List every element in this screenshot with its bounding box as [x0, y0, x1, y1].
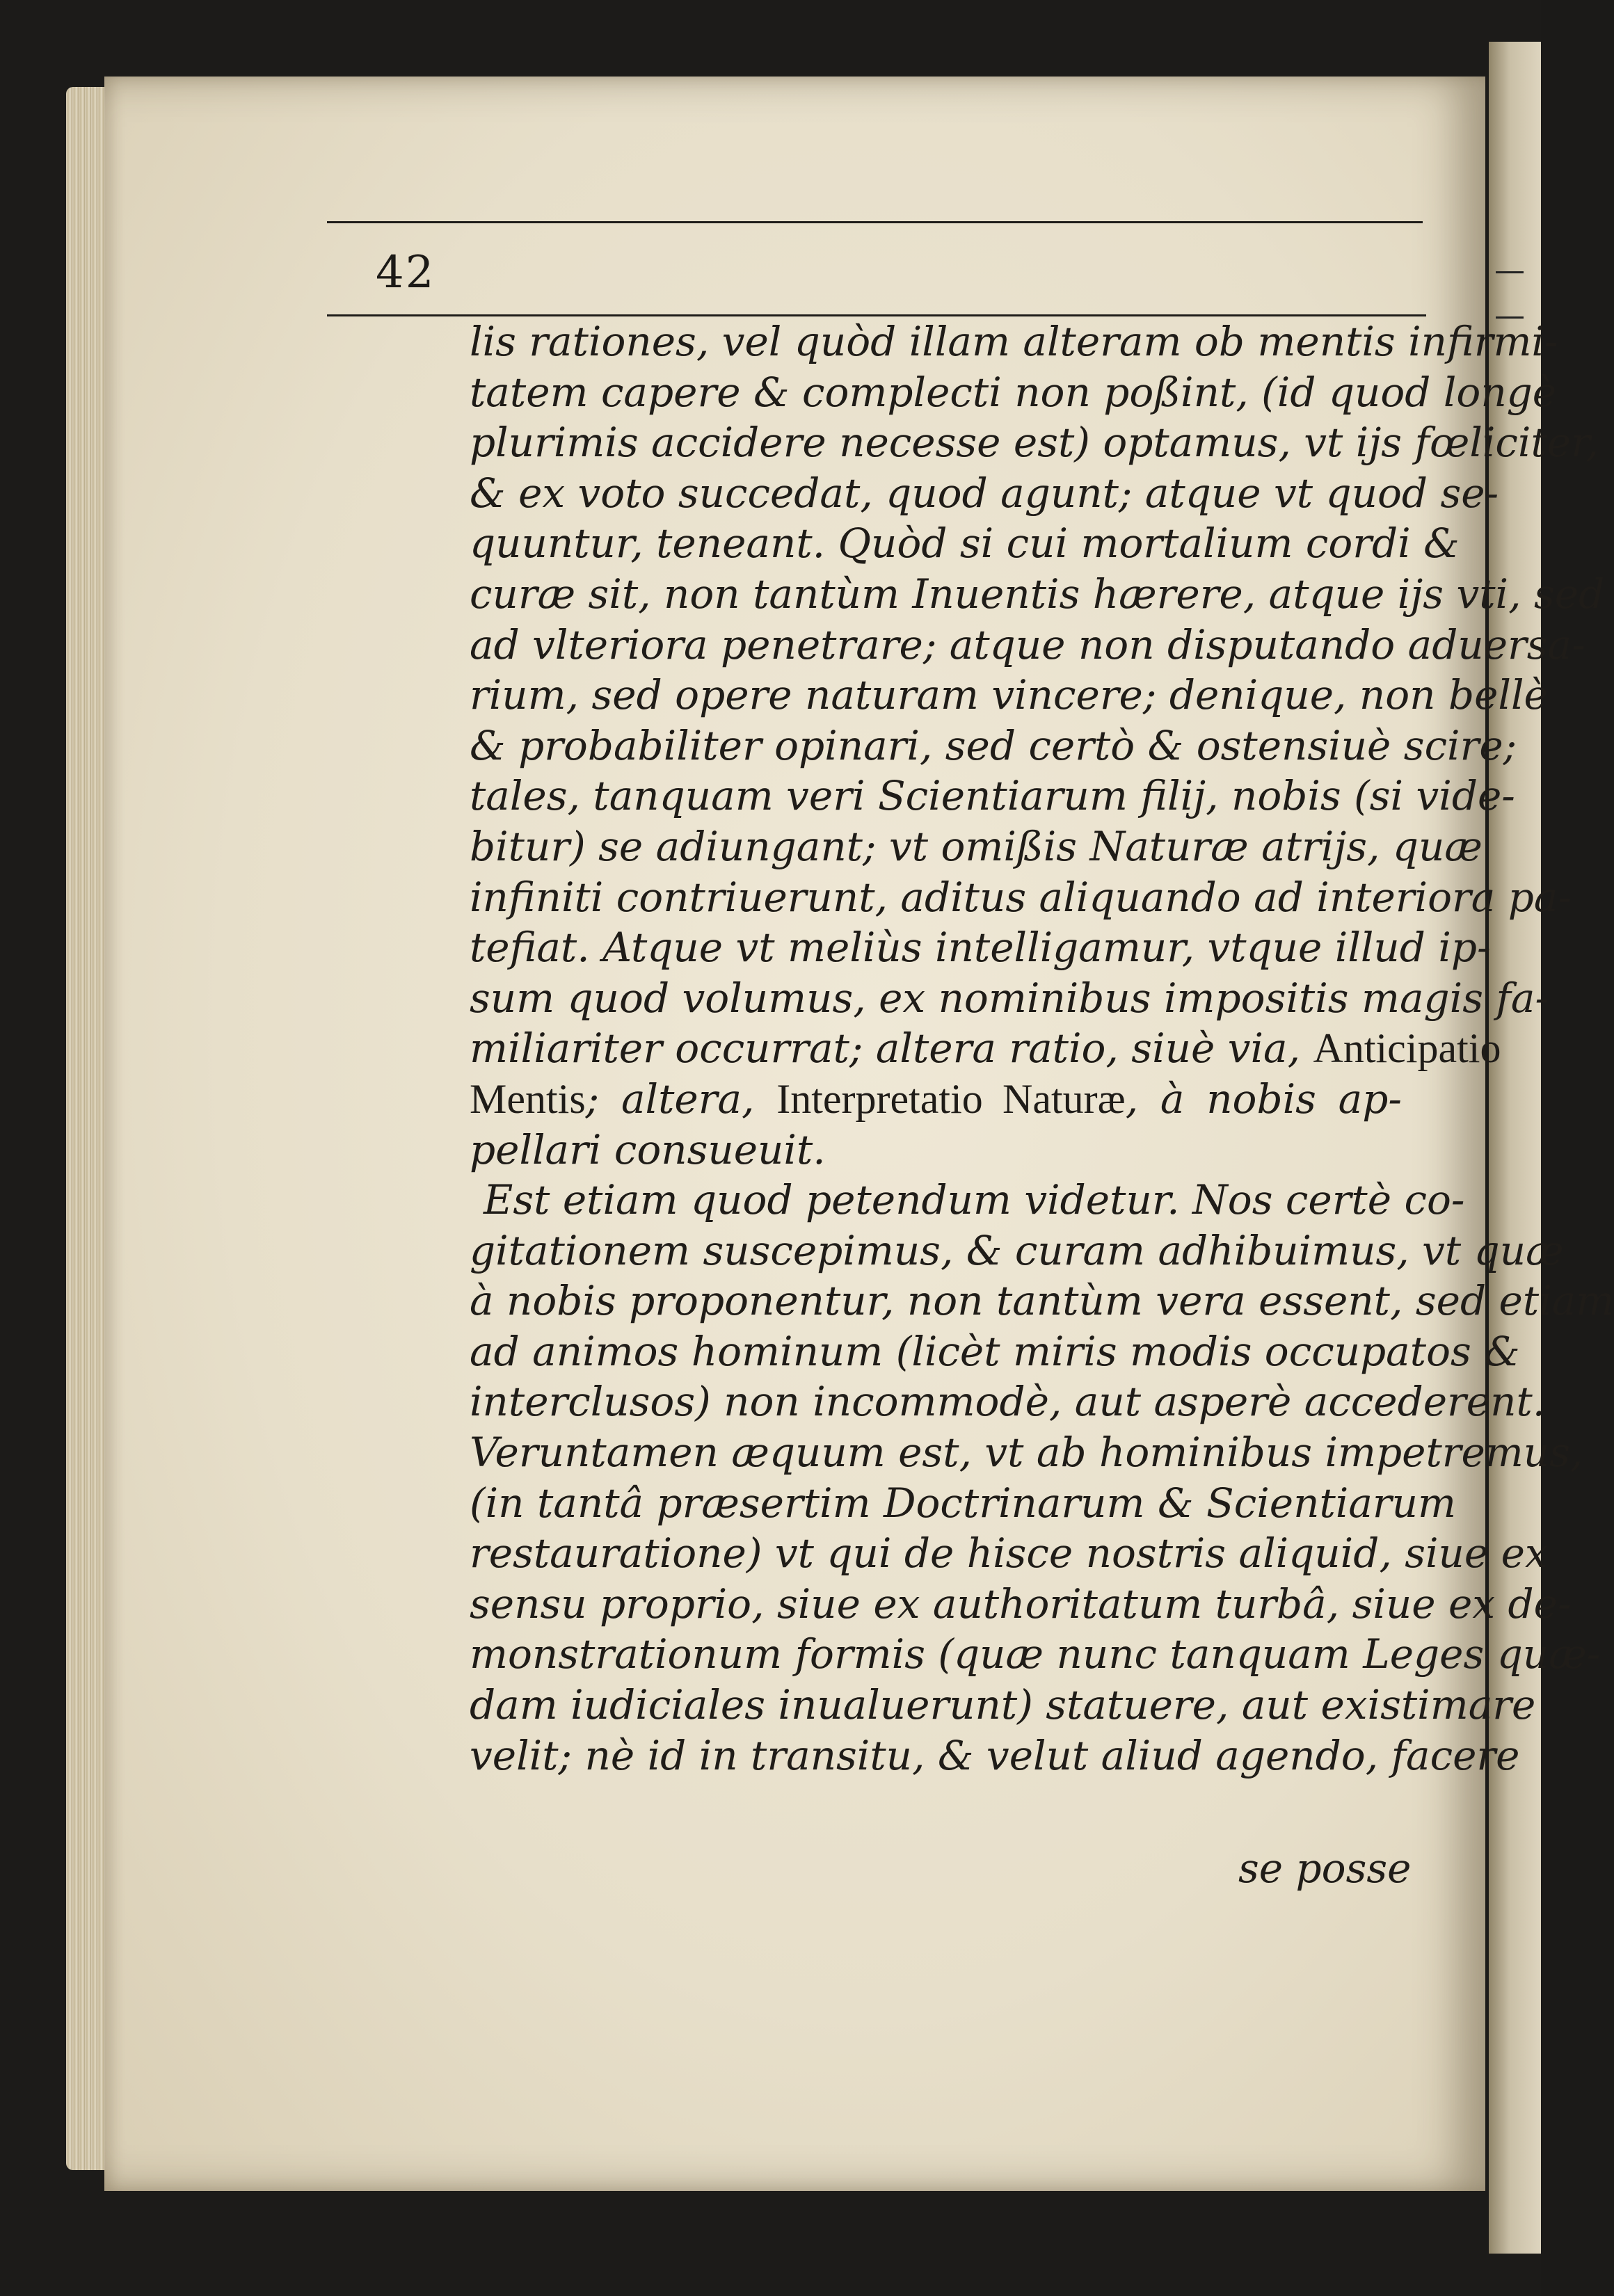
text-line — [470, 1376, 1546, 1427]
text-line — [470, 1579, 1572, 1630]
text-span: ; altera, — [585, 1075, 777, 1123]
text-span: ad animos hominum (licèt miris modis occupatos & — [470, 1327, 1520, 1375]
text-span: Interpretatio Naturæ — [776, 1075, 1126, 1122]
header-rule-top — [327, 221, 1423, 223]
text-span: Veruntamen æquum est, vt ab hominibus impetremus, — [470, 1429, 1583, 1477]
text-line — [470, 1731, 1520, 1781]
text-line — [470, 1276, 1614, 1326]
text-span: tefiat. Atque vt meliùs intelligamur, vtque illud ip- — [470, 924, 1491, 972]
text-line — [470, 771, 1515, 821]
text-line — [470, 316, 1558, 367]
text-span: pellari consueuit. — [470, 1125, 826, 1173]
text-line — [470, 1528, 1548, 1579]
text-line — [470, 1478, 1456, 1529]
text-line — [470, 821, 1483, 872]
text-line — [470, 1175, 1465, 1226]
text-span: curæ sit, non tantùm Inuentis hærere, atque ijs vti, sed — [470, 570, 1605, 618]
text-line — [470, 1226, 1564, 1276]
text-span: (in tantâ præsertim Doctrinarum & Scientiarum — [470, 1479, 1456, 1527]
text-span: à nobis proponentur, non tantùm vera essent, sed etiam — [470, 1277, 1614, 1325]
text-line — [470, 1023, 1501, 1074]
text-line — [470, 1125, 1402, 1175]
text-line — [470, 721, 1517, 771]
text-span: tales, tanquam veri Scientiarum filij, nobis (si vide- — [470, 772, 1515, 820]
text-span: rium, sed opere naturam vincere; denique, non bellè — [470, 671, 1548, 719]
text-span: & probabiliter opinari, sed certò & ostensiuè scire; — [470, 721, 1517, 769]
text-span: sensu proprio, siue ex authoritatum turbâ, siue ex de- — [470, 1580, 1572, 1628]
text-line — [470, 620, 1585, 671]
text-span: tatem capere & complecti non poßint, (id quod longè — [470, 368, 1557, 416]
text-line — [470, 670, 1548, 721]
text-span: monstrationum formis (quæ nunc tanquam Leges quæ- — [470, 1630, 1601, 1678]
text-span: restauratione) vt qui de hisce nostris aliquid, siue ex — [470, 1530, 1548, 1578]
text-line — [470, 1629, 1601, 1680]
text-line — [470, 973, 1549, 1024]
text-span: Anticipatio — [1313, 1025, 1501, 1072]
text-line — [470, 872, 1572, 923]
text-line — [470, 1074, 1402, 1125]
body-text — [470, 316, 1614, 1781]
text-span: gitationem suscepimus, & curam adhibuimus, vt quæ — [470, 1226, 1564, 1274]
text-span: & ex voto succedat, quod agunt; atque vt quod se- — [470, 469, 1499, 517]
text-span: infiniti contriuerunt, aditus aliquando ad interiora pa- — [470, 873, 1572, 921]
text-line — [470, 367, 1557, 418]
text-span: sum quod volumus, ex nominibus impositis magis fa- — [470, 974, 1549, 1022]
text-line — [470, 569, 1605, 620]
text-line — [470, 417, 1599, 468]
text-line — [470, 1680, 1536, 1731]
text-span: lis rationes, vel quòd illam alteram ob mentis infirmi- — [470, 318, 1558, 365]
text-span: ad vlteriora penetrare; atque non disputando aduersa- — [470, 620, 1585, 668]
text-span: bitur) se adiungant; vt omißis Naturæ atrijs, quæ — [470, 822, 1483, 870]
text-span: interclusos) non incommodè, aut asperè accederent. — [470, 1378, 1546, 1426]
text-line — [470, 468, 1499, 519]
text-span: quuntur, teneant. Quòd si cui mortalium cordi & — [470, 520, 1460, 568]
page-number: 42 — [376, 247, 436, 298]
catchword: se posse — [1238, 1845, 1412, 1892]
text-span: dam iudiciales inualuerunt) statuere, aut existimare — [470, 1681, 1536, 1729]
text-line — [470, 1427, 1583, 1478]
text-span: miliariter occurrat; altera ratio, siuè via, — [470, 1025, 1313, 1073]
text-line — [470, 922, 1491, 973]
text-span: Mentis — [470, 1075, 586, 1122]
text-span: , à nobis ap- — [1125, 1075, 1402, 1123]
text-span: velit; nè id in transitu, & velut aliud agendo, facere — [470, 1731, 1520, 1779]
text-span: plurimis accidere necesse est) optamus, vt ijs fœliciter, — [470, 419, 1599, 467]
text-line — [470, 1326, 1520, 1377]
text-line — [470, 518, 1460, 569]
text-span: Est etiam quod petendum videtur. Nos certè co- — [484, 1176, 1465, 1224]
